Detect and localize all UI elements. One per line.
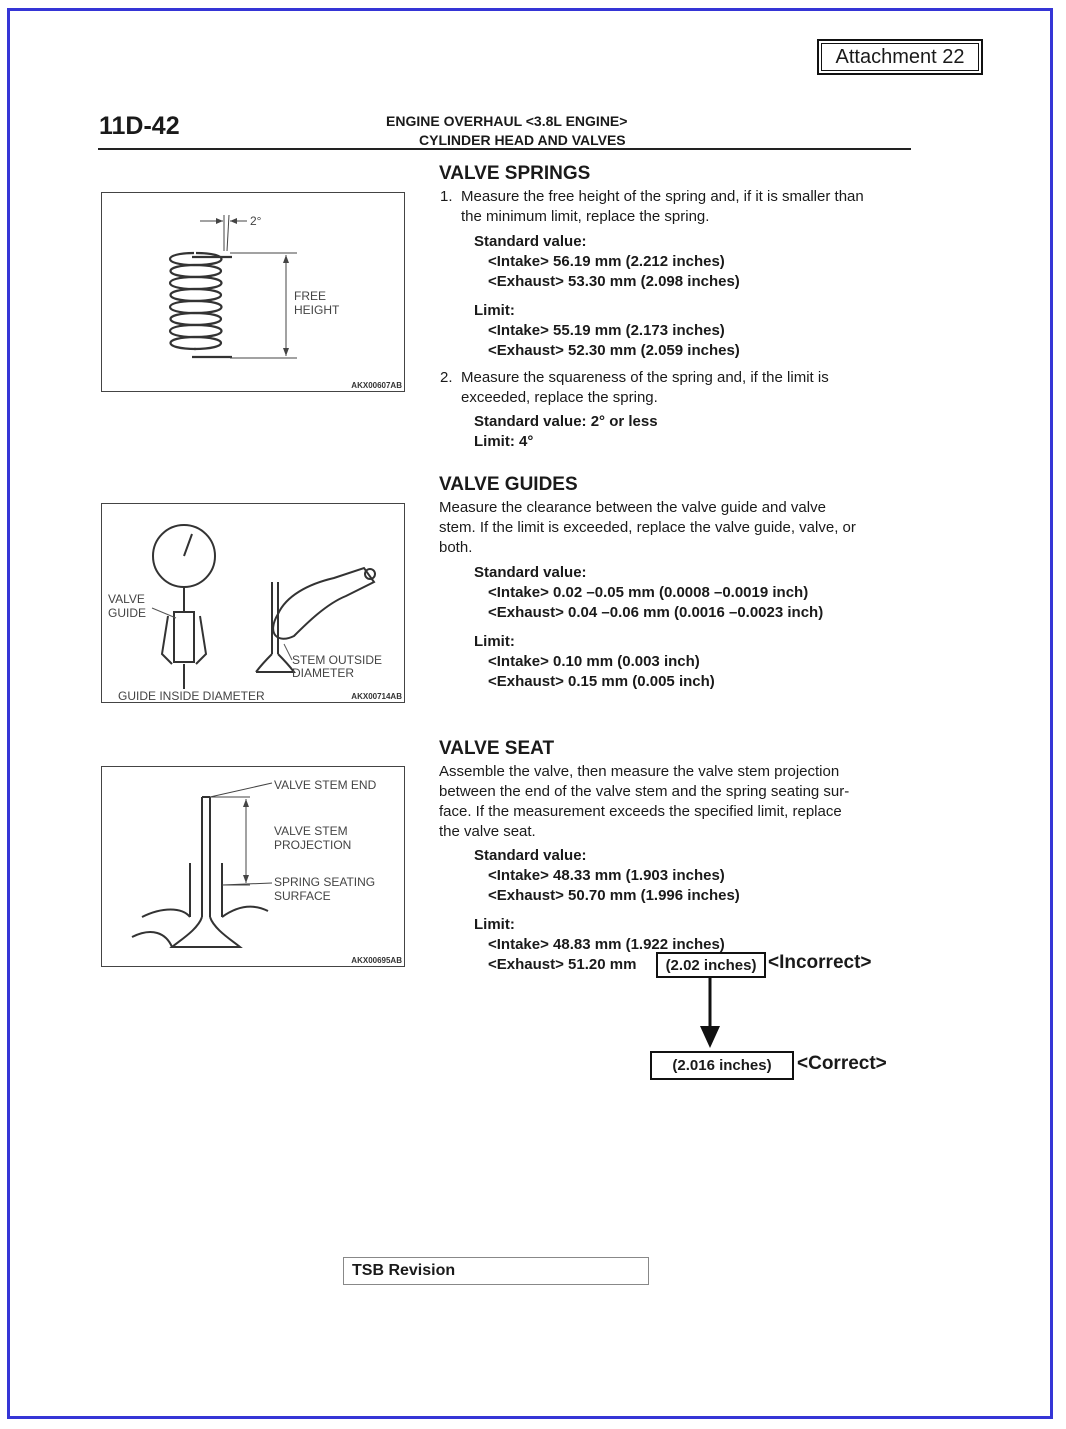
lim-intake: <Intake> 55.19 mm (2.173 inches) [488,322,725,339]
step-number: 2. [440,369,453,386]
squareness-limit: Limit: 4° [474,433,534,450]
standard-label: Standard value: [474,847,587,864]
valve-guides-title: VALVE GUIDES [439,474,578,495]
lim-exhaust: <Exhaust> 52.30 mm (2.059 inches) [488,342,740,359]
guides-line2: stem. If the limit is exceeded, replace the valve guide, valve, or [439,519,856,536]
squareness-standard: Standard value: 2° or less [474,413,658,430]
angle-label: 2° [250,214,262,228]
step2-line2: exceeded, replace the spring. [461,389,658,406]
stem-outside-label: DIAMETER [292,666,355,680]
tsb-revision: TSB Revision [343,1257,649,1285]
spring-figure [101,192,405,392]
seat-line2: between the end of the valve stem and the spring seating sur- [439,783,850,800]
standard-label: Standard value: [474,564,587,581]
valve-seat-figure [101,766,405,967]
projection-label: VALVE STEM [274,824,348,838]
header-subtitle: CYLINDER HEAD AND VALVES [419,132,626,148]
seat-drawing [102,767,404,966]
valve-guide-label: GUIDE [108,606,147,620]
free-height-label: FREE [294,289,327,303]
stem-end-label: VALVE STEM END [274,778,377,792]
free-height-label: HEIGHT [294,303,340,317]
step1-line2: the minimum limit, replace the spring. [461,208,710,225]
lim-exhaust: <Exhaust> 51.20 mm [488,956,637,973]
valve-springs-title: VALVE SPRINGS [439,163,591,184]
header-title: ENGINE OVERHAUL <3.8L ENGINE> [386,113,628,129]
correct-value-box: (2.016 inches) [650,1051,794,1080]
valve-seat-title: VALVE SEAT [439,738,555,759]
std-intake: <Intake> 0.02 –0.05 mm (0.0008 –0.0019 inch) [488,584,809,601]
lim-intake: <Intake> 0.10 mm (0.003 inch) [488,653,700,670]
correct-label: <Correct> [797,1053,887,1074]
stem-outside-label: STEM OUTSIDE [292,653,383,667]
standard-label: Standard value: [474,233,587,250]
std-intake: <Intake> 48.33 mm (1.903 inches) [488,867,725,884]
seat-line3: face. If the measurement exceeds the specified limit, replace [439,803,842,820]
seat-line4: the valve seat. [439,823,536,840]
incorrect-label: <Incorrect> [768,952,872,973]
valve-guide-label: VALVE [108,592,145,606]
std-exhaust: <Exhaust> 53.30 mm (2.098 inches) [488,273,740,290]
header-rule [98,148,911,150]
figure-code: AKX00714AB [351,692,402,701]
limit-label: Limit: [474,916,515,933]
incorrect-value-box: (2.02 inches) [656,952,766,978]
figure-code: AKX00607AB [351,381,402,390]
lim-exhaust: <Exhaust> 0.15 mm (0.005 inch) [488,673,715,690]
guides-line1: Measure the clearance between the valve guide and valve [439,499,826,516]
guides-line3: both. [439,539,473,556]
std-exhaust: <Exhaust> 0.04 –0.06 mm (0.0016 –0.0023 inch) [488,604,824,621]
projection-label: PROJECTION [274,838,352,852]
step1-line1: Measure the free height of the spring and, if it is smaller than [461,188,864,205]
page-number: 11D-42 [99,112,180,140]
attachment-label: Attachment 22 [817,39,983,75]
correction-arrow [696,978,726,1050]
lim-intake: <Intake> 48.83 mm (1.922 inches) [488,936,725,953]
figure-code: AKX00695AB [351,956,402,965]
seating-surface-label: SURFACE [274,889,331,903]
std-intake: <Intake> 56.19 mm (2.212 inches) [488,253,725,270]
seat-line1: Assemble the valve, then measure the valve stem projection [439,763,840,780]
std-exhaust: <Exhaust> 50.70 mm (1.996 inches) [488,887,740,904]
guide-drawing [102,504,404,702]
valve-guide-figure [101,503,405,703]
step-number: 1. [440,188,453,205]
step2-line1: Measure the squareness of the spring and, if the limit is [461,369,829,386]
guide-inside-label: GUIDE INSIDE DIAMETER [118,689,265,703]
limit-label: Limit: [474,302,515,319]
limit-label: Limit: [474,633,515,650]
seating-surface-label: SPRING SEATING [274,875,376,889]
